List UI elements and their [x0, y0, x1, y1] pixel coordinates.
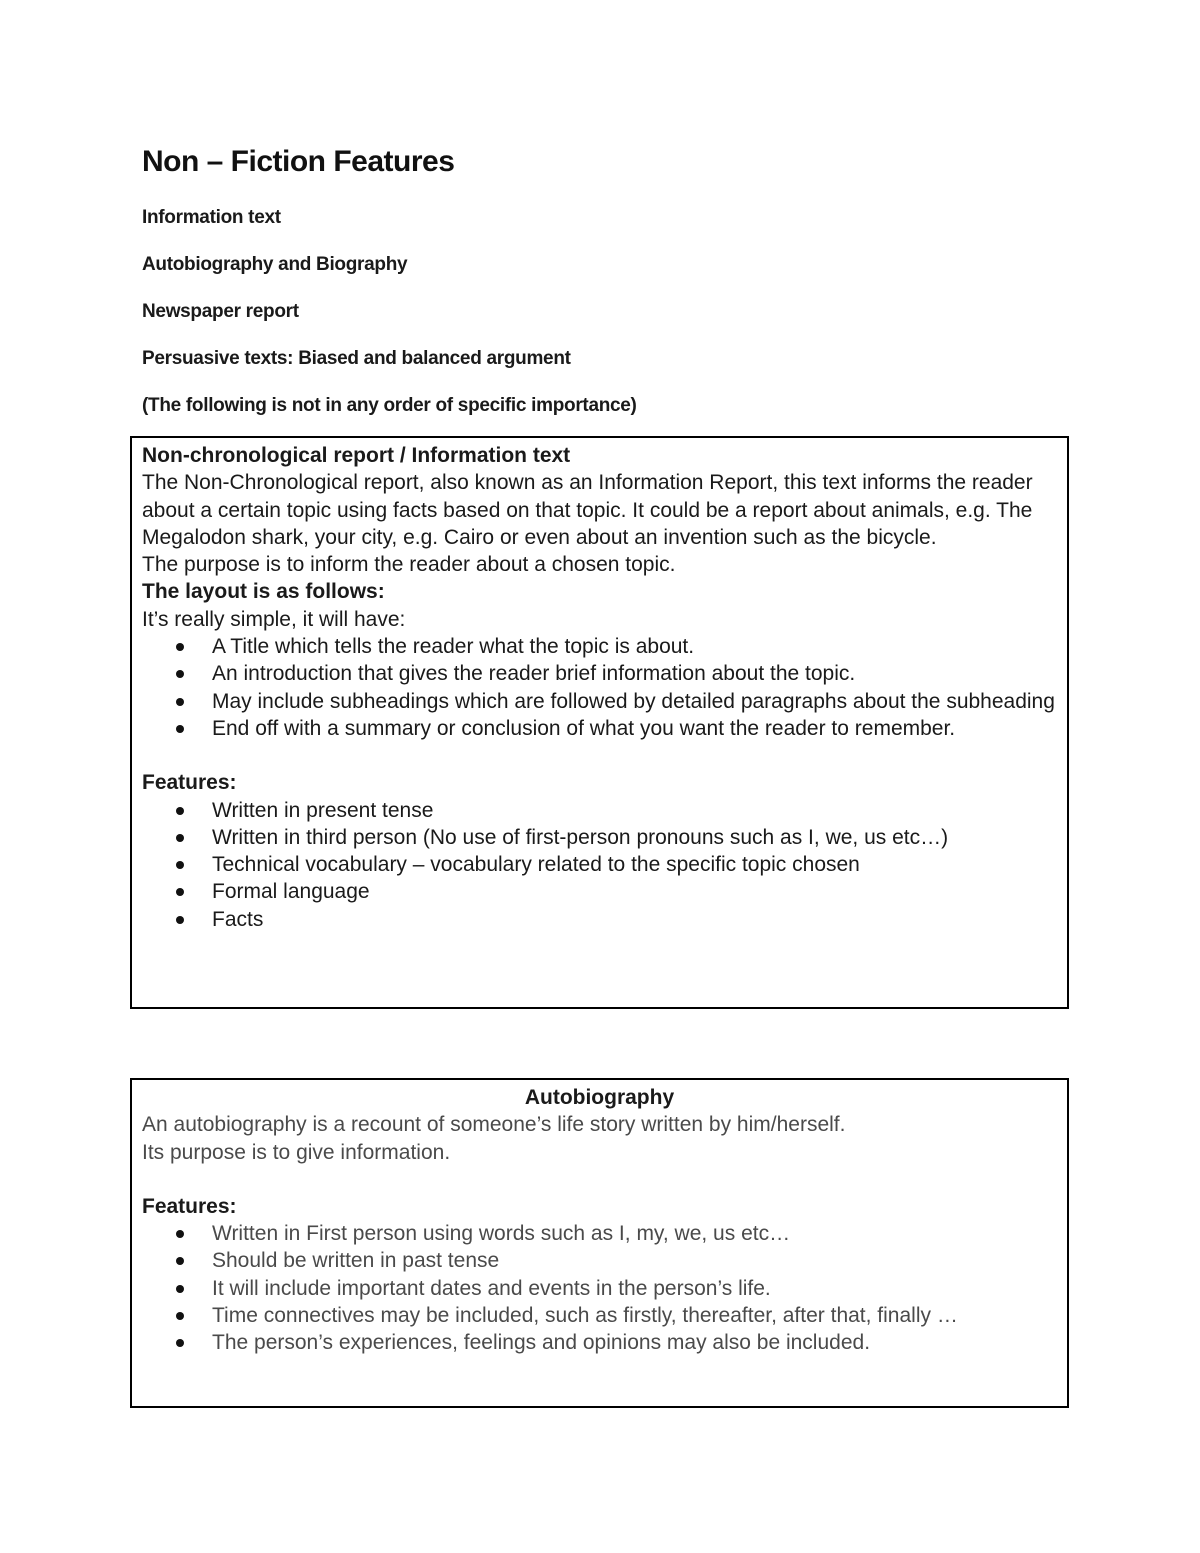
- list-item: [176, 878, 1057, 905]
- section-intro: The Non-Chronological report, also known as an Information Report, this text informs the reader about a certain topic using facts based on that topic. It could be a report about animals, e.g. The Megalodon shark, your city, e.g. Cairo or even about an invention such as the bicycle.: [142, 471, 1033, 549]
- section-purpose: The purpose is to inform the reader about a chosen topic.: [142, 553, 676, 577]
- features-list: [142, 1220, 1057, 1356]
- list-item: [176, 660, 1057, 687]
- list-item: [176, 1329, 1057, 1356]
- bullet-icon: [176, 1257, 184, 1265]
- list-item-text: A Title which tells the reader what the topic is about.: [212, 635, 695, 659]
- list-item: [176, 851, 1057, 878]
- section-intro: An autobiography is a recount of someone’s life story written by him/herself.: [142, 1113, 846, 1137]
- page-title: Non – Fiction Features: [142, 145, 455, 178]
- section-heading: Non-chronological report / Information text: [142, 444, 571, 467]
- list-item-text: Written in present tense: [212, 798, 434, 822]
- bullet-icon: [176, 1285, 184, 1293]
- spacer: [142, 1166, 1057, 1193]
- bullet-icon: [176, 698, 184, 706]
- list-item: [176, 906, 1057, 933]
- bullet-icon: [176, 916, 184, 924]
- layout-heading: The layout is as follows:: [142, 580, 385, 604]
- bullet-icon: [176, 1339, 184, 1347]
- bullet-icon: [176, 725, 184, 733]
- features-heading: Features:: [142, 1194, 237, 1218]
- list-item-text: Formal language: [212, 880, 370, 904]
- section-purpose: Its purpose is to give information.: [142, 1140, 451, 1164]
- list-item: [176, 1220, 1057, 1247]
- bullet-icon: [176, 888, 184, 896]
- list-item: [176, 797, 1057, 824]
- list-item: [176, 1302, 1057, 1329]
- list-item-text: An introduction that gives the reader brief information about the topic.: [212, 662, 856, 686]
- list-item-text: Should be written in past tense: [212, 1249, 500, 1273]
- bullet-icon: [176, 807, 184, 815]
- list-item-text: Written in third person (No use of first-person pronouns such as I, we, us etc…): [212, 825, 949, 849]
- topic-list: [142, 206, 637, 441]
- features-heading: Features:: [142, 771, 237, 795]
- list-item-text: It will include important dates and events in the person’s life.: [212, 1276, 771, 1300]
- topic-list-item: Autobiography and Biography: [142, 254, 408, 275]
- list-item-text: Written in First person using words such as I, my, we, us etc…: [212, 1222, 791, 1246]
- list-item-text: Facts: [212, 907, 264, 931]
- list-item: [176, 633, 1057, 660]
- list-item: [176, 1247, 1057, 1274]
- list-item-text: Technical vocabulary – vocabulary related to the specific topic chosen: [212, 853, 860, 877]
- list-item: [176, 1275, 1057, 1302]
- autobiography-box: [130, 1078, 1069, 1408]
- topic-list-item: Persuasive texts: Biased and balanced argument: [142, 348, 571, 369]
- list-item-text: The person’s experiences, feelings and opinions may also be included.: [212, 1331, 871, 1355]
- list-item-text: Time connectives may be included, such as firstly, thereafter, after that, finally …: [212, 1304, 958, 1328]
- list-item-text: May include subheadings which are followed by detailed paragraphs about the subheading: [212, 689, 1055, 713]
- list-item: [176, 715, 1057, 742]
- features-list: [142, 797, 1057, 933]
- bullet-icon: [176, 643, 184, 651]
- list-item: [176, 688, 1057, 715]
- topic-list-item: Information text: [142, 207, 281, 228]
- layout-intro: It’s really simple, it will have:: [142, 607, 406, 631]
- bullet-icon: [176, 1230, 184, 1238]
- list-item: [176, 824, 1057, 851]
- bullet-icon: [176, 670, 184, 678]
- spacer: [142, 742, 1057, 769]
- bullet-icon: [176, 861, 184, 869]
- bullet-icon: [176, 1312, 184, 1320]
- layout-list: [142, 633, 1057, 742]
- order-note: (The following is not in any order of specific importance): [142, 395, 637, 416]
- bullet-icon: [176, 834, 184, 842]
- list-item-text: End off with a summary or conclusion of what you want the reader to remember.: [212, 716, 956, 740]
- section-heading: Autobiography: [524, 1086, 675, 1109]
- information-text-box: [130, 436, 1069, 1009]
- topic-list-item: Newspaper report: [142, 301, 299, 322]
